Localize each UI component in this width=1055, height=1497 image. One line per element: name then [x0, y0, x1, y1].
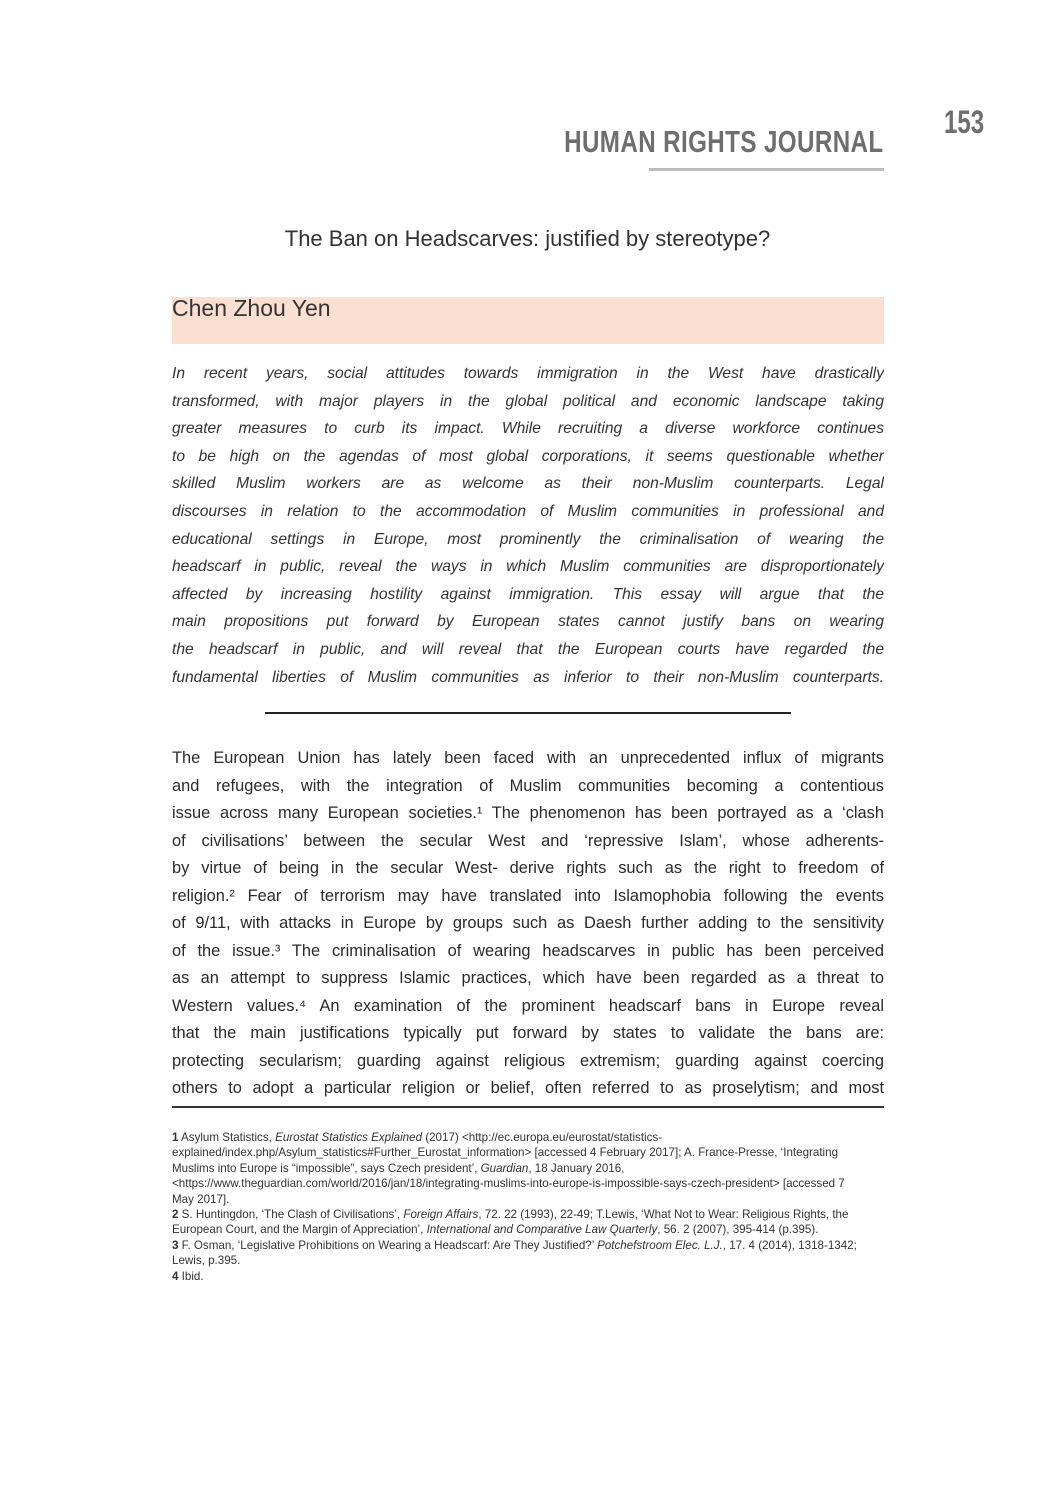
footnote-rule [172, 1106, 884, 1108]
footnote-number: 1 [172, 1131, 179, 1144]
body-line: issue across many European societies.¹ The phenomenon has been portrayed as a ‘clash [172, 804, 884, 822]
footnote-text: , 56. 2 (2007), 395-414 (p.395). [657, 1223, 819, 1237]
footnote-text: (2017) <http://ec.europa.eu/eurostat/statistics-explained/index.php/Asylum_statistics#Further_Eurostat_information> [accessed 4 February 2017]; A. France-Presse, ‘Integrating Muslims into Europe is “impossible”, says Czech president’, [172, 1131, 839, 1175]
footnote-text: F. Osman, ‘Legislative Prohibitions on Wearing a Headscarf: Are They Justified?’ [178, 1238, 598, 1252]
footnote-source-title: Potchefstroom Elec. L.J. [597, 1238, 723, 1252]
journal-title: HUMAN RIGHTS JOURNAL [564, 124, 884, 159]
footnote-text: , 18 January 2016, <https://www.theguardian.com/world/2016/jan/18/integrating-muslims-into-europe-is-impossible-says-czech-president> [accessed 7 May 2017]. [172, 1161, 845, 1206]
body-line: that the main justifications typically put forward by states to validate the bans are: [172, 1024, 884, 1042]
abstract-line: discourses in relation to the accommodation of Muslim communities in professional and [172, 502, 884, 520]
body-line: of 9/11, with attacks in Europe by groups such as Daesh further adding to the sensitivity [172, 914, 884, 932]
body-line: of civilisations’ between the secular West and ‘repressive Islam’, whose adherents- [172, 831, 884, 850]
body-line: of the issue.³ The criminalisation of wearing headscarves in public has been perceived [172, 941, 884, 960]
body-line: others to adopt a particular religion or belief, often referred to as proselytism; and most [172, 1079, 884, 1097]
body-line: and refugees, with the integration of Muslim communities becoming a contentious [172, 776, 884, 795]
body-line: as an attempt to suppress Islamic practices, which have been regarded as a threat to [172, 969, 884, 987]
abstract-line: main propositions put forward by European states cannot justify bans on wearing [172, 613, 884, 631]
footnote-source-title: International and Comparative Law Quarterly [426, 1223, 658, 1237]
page-number: 153 [944, 104, 985, 140]
article-title: The Ban on Headscarves: justified by stereotype? [284, 226, 771, 251]
footnote-3 [172, 1238, 862, 1269]
abstract-line: In recent years, social attitudes towards immigration in the West have drastically [172, 365, 884, 382]
abstract-line: educational settings in Europe, most prominently the criminalisation of wearing the [172, 530, 884, 548]
footnote-source-title: Eurostat Statistics Explained [275, 1131, 423, 1144]
body-text [172, 745, 884, 1103]
footnote-number: 3 [172, 1238, 179, 1252]
footnote-text: Ibid. [178, 1269, 204, 1283]
section-divider [265, 712, 791, 714]
abstract-line: the headscarf in public, and will reveal that the European courts have regarded the [172, 640, 884, 658]
abstract-line: transformed, with major players in the global political and economic landscape taking [172, 392, 884, 410]
footnote-4 [172, 1269, 862, 1284]
footnote-number: 4 [172, 1269, 179, 1283]
footnote-text: , 17. 4 (2014), 1318-1342; Lewis, p.395. [172, 1238, 857, 1268]
abstract-line: affected by increasing hostility against immigration. This essay will argue that the [172, 585, 884, 603]
footnotes [172, 1130, 862, 1284]
footnote-text: Asylum Statistics, [178, 1131, 276, 1144]
body-line: The European Union has lately been faced with an unprecedented influx of migrants [172, 749, 884, 767]
body-line: protecting secularism; guarding against religious extremism; guarding against coercing [172, 1051, 884, 1070]
footnote-text: , 72. 22 (1993), 22-49; T.Lewis, ‘What Not to Wear: Religious Rights, the European Court, and the Margin of Appreciation’, [172, 1208, 849, 1237]
footnote-2 [172, 1207, 862, 1238]
abstract-line: to be high on the agendas of most global corporations, it seems questionable whether [172, 447, 884, 465]
abstract-line: greater measures to curb its impact. While recruiting a diverse workforce continues [172, 420, 884, 438]
journal-underline [649, 168, 884, 171]
footnote-number: 2 [172, 1208, 179, 1222]
abstract-line: headscarf in public, reveal the ways in which Muslim communities are disproportionately [172, 558, 884, 576]
abstract-line: fundamental liberties of Muslim communities as inferior to their non-Muslim counterparts. [172, 668, 884, 686]
abstract [172, 360, 884, 691]
body-line: by virtue of being in the secular West- derive rights such as the right to freedom of [172, 859, 884, 877]
abstract-line: skilled Muslim workers are as welcome as their non-Muslim counterparts. Legal [172, 475, 884, 493]
author-name: Chen Zhou Yen [172, 295, 331, 321]
body-line: religion.² Fear of terrorism may have translated into Islamophobia following the events [172, 886, 884, 905]
footnote-text: S. Huntingdon, ‘The Clash of Civilisations’, [178, 1208, 404, 1222]
footnote-source-title: Foreign Affairs [403, 1208, 479, 1222]
author-band [172, 297, 884, 344]
body-line: Western values.⁴ An examination of the prominent headscarf bans in Europe reveal [172, 996, 884, 1015]
footnote-source-title: Guardian [480, 1161, 529, 1175]
footnote-1 [172, 1130, 862, 1207]
